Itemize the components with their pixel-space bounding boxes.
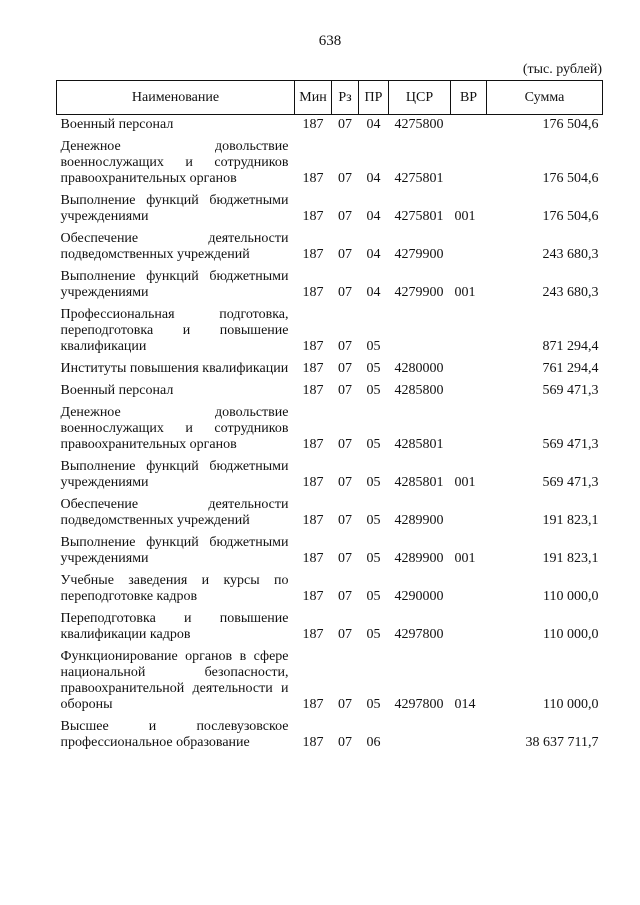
cell-csr: 4275801	[394, 209, 444, 224]
cell-vr	[451, 137, 487, 191]
table-row	[57, 457, 603, 495]
cell-min: 187	[302, 383, 324, 398]
cell-sum: 191 823,1	[542, 551, 599, 566]
cell-min: 187	[302, 551, 324, 566]
cell-min: 187	[302, 339, 324, 354]
cell-vr	[451, 381, 487, 403]
cell-name: Профессиональная подготовка, переподготовка и повышение квалификации	[60, 307, 289, 354]
cell-sum: 569 471,3	[542, 437, 599, 452]
cell-pr: 04	[366, 247, 381, 262]
cell-vr	[451, 403, 487, 457]
cell-csr: 4280000	[394, 361, 444, 376]
cell-pr: 05	[366, 551, 381, 566]
cell-vr	[451, 609, 487, 647]
cell-rz: 07	[338, 589, 352, 604]
cell-csr: 4285800	[394, 383, 444, 398]
table-row	[57, 115, 603, 138]
cell-pr: 05	[366, 383, 381, 398]
cell-min: 187	[302, 589, 324, 604]
cell-rz: 07	[338, 437, 352, 452]
cell-name: Денежное довольствие военнослужащих и сотрудников правоохранительных органов	[60, 405, 289, 452]
cell-pr: 04	[366, 117, 381, 132]
header-sum: Сумма	[487, 81, 603, 115]
cell-rz: 07	[338, 117, 352, 132]
cell-rz: 07	[338, 209, 352, 224]
cell-vr	[451, 359, 487, 381]
cell-min: 187	[302, 475, 324, 490]
cell-pr: 05	[366, 437, 381, 452]
cell-name: Обеспечение деятельности подведомственных учреждений	[60, 497, 289, 528]
cell-csr	[389, 305, 451, 359]
table-row	[57, 191, 603, 229]
cell-csr	[389, 717, 451, 755]
cell-rz: 07	[338, 285, 352, 300]
cell-pr: 05	[366, 339, 381, 354]
cell-min: 187	[302, 361, 324, 376]
table-row	[57, 305, 603, 359]
cell-vr	[451, 305, 487, 359]
header-csr: ЦСР	[389, 81, 451, 115]
cell-pr: 04	[366, 171, 381, 186]
cell-pr: 05	[366, 361, 381, 376]
cell-min: 187	[302, 697, 324, 712]
cell-sum: 110 000,0	[543, 589, 599, 604]
cell-sum: 243 680,3	[542, 285, 599, 300]
cell-pr: 05	[366, 513, 381, 528]
cell-csr: 4279900	[394, 247, 444, 262]
cell-csr: 4297800	[394, 627, 444, 642]
table-row	[57, 267, 603, 305]
cell-csr: 4297800	[394, 697, 444, 712]
units-label: (тыс. рублей)	[522, 62, 602, 77]
cell-min: 187	[302, 513, 324, 528]
cell-csr: 4289900	[394, 513, 444, 528]
cell-vr	[451, 717, 487, 755]
header-min: Мин	[295, 81, 332, 115]
cell-rz: 07	[338, 475, 352, 490]
cell-csr: 4285801	[394, 475, 444, 490]
cell-rz: 07	[338, 551, 352, 566]
cell-vr	[451, 571, 487, 609]
cell-pr: 05	[366, 589, 381, 604]
table-row	[57, 137, 603, 191]
cell-name: Выполнение функций бюджетными учреждениями	[60, 535, 289, 566]
cell-name: Денежное довольствие военнослужащих и сотрудников правоохранительных органов	[60, 139, 289, 186]
cell-rz: 07	[338, 171, 352, 186]
cell-name: Обеспечение деятельности подведомственных учреждений	[60, 231, 289, 262]
cell-pr: 04	[366, 209, 381, 224]
cell-vr: 001	[454, 475, 476, 490]
table-row	[57, 381, 603, 403]
cell-vr: 001	[454, 551, 476, 566]
table-row	[57, 229, 603, 267]
cell-vr	[451, 229, 487, 267]
table-row	[57, 359, 603, 381]
cell-sum: 176 504,6	[542, 171, 599, 186]
cell-pr: 05	[366, 697, 381, 712]
page-number: 638	[318, 33, 342, 49]
cell-csr: 4279900	[394, 285, 444, 300]
budget-table	[56, 80, 603, 755]
cell-csr: 4275801	[394, 171, 444, 186]
cell-vr: 001	[454, 209, 476, 224]
table-row	[57, 609, 603, 647]
cell-name: Выполнение функций бюджетными учреждениями	[60, 459, 289, 490]
cell-name: Выполнение функций бюджетными учреждениями	[60, 269, 289, 300]
cell-rz: 07	[338, 513, 352, 528]
cell-sum: 110 000,0	[543, 627, 599, 642]
cell-rz: 07	[338, 339, 352, 354]
cell-name: Функционирование органов в сфере национальной безопасности, правоохранительной деятельности и обороны	[60, 649, 289, 712]
cell-sum: 191 823,1	[542, 513, 599, 528]
cell-pr: 04	[366, 285, 381, 300]
table-header-row	[57, 81, 603, 115]
cell-csr: 4275800	[394, 117, 444, 132]
cell-csr: 4290000	[394, 589, 444, 604]
cell-pr: 06	[366, 735, 381, 750]
cell-min: 187	[302, 627, 324, 642]
cell-name: Выполнение функций бюджетными учреждениями	[60, 193, 289, 224]
cell-min: 187	[302, 285, 324, 300]
cell-min: 187	[302, 209, 324, 224]
cell-min: 187	[302, 117, 324, 132]
cell-csr: 4289900	[394, 551, 444, 566]
cell-min: 187	[302, 437, 324, 452]
cell-pr: 05	[366, 475, 381, 490]
cell-sum: 569 471,3	[542, 383, 599, 398]
cell-sum: 243 680,3	[542, 247, 599, 262]
cell-vr	[451, 495, 487, 533]
table-row	[57, 717, 603, 755]
table-row	[57, 495, 603, 533]
cell-sum: 569 471,3	[542, 475, 599, 490]
cell-name: Институты повышения квалификации	[60, 361, 289, 376]
table-body	[57, 115, 603, 756]
cell-min: 187	[302, 247, 324, 262]
cell-vr: 014	[454, 697, 476, 712]
cell-pr: 05	[366, 627, 381, 642]
cell-name: Переподготовка и повышение квалификации кадров	[60, 611, 289, 642]
cell-sum: 176 504,6	[542, 117, 599, 132]
header-name: Наименование	[57, 81, 295, 115]
table-row	[57, 571, 603, 609]
cell-sum: 871 294,4	[542, 339, 599, 354]
cell-sum: 110 000,0	[543, 697, 599, 712]
cell-rz: 07	[338, 383, 352, 398]
cell-vr	[451, 115, 487, 138]
cell-sum: 761 294,4	[542, 361, 599, 376]
cell-rz: 07	[338, 247, 352, 262]
cell-name: Военный персонал	[60, 117, 174, 132]
cell-rz: 07	[338, 627, 352, 642]
cell-min: 187	[302, 171, 324, 186]
cell-vr: 001	[454, 285, 476, 300]
cell-name: Учебные заведения и курсы по переподготовке кадров	[60, 573, 289, 604]
table-row	[57, 403, 603, 457]
table-row	[57, 533, 603, 571]
cell-name: Высшее и послевузовское профессиональное образование	[60, 719, 289, 750]
header-vr: ВР	[451, 81, 487, 115]
header-pr: ПР	[359, 81, 389, 115]
cell-csr: 4285801	[394, 437, 444, 452]
cell-rz: 07	[338, 697, 352, 712]
cell-rz: 07	[338, 361, 352, 376]
cell-name: Военный персонал	[60, 383, 174, 398]
cell-rz: 07	[338, 735, 352, 750]
header-rz: Рз	[332, 81, 359, 115]
table-row	[57, 647, 603, 717]
cell-sum: 38 637 711,7	[525, 735, 599, 750]
cell-min: 187	[302, 735, 324, 750]
cell-sum: 176 504,6	[542, 209, 599, 224]
